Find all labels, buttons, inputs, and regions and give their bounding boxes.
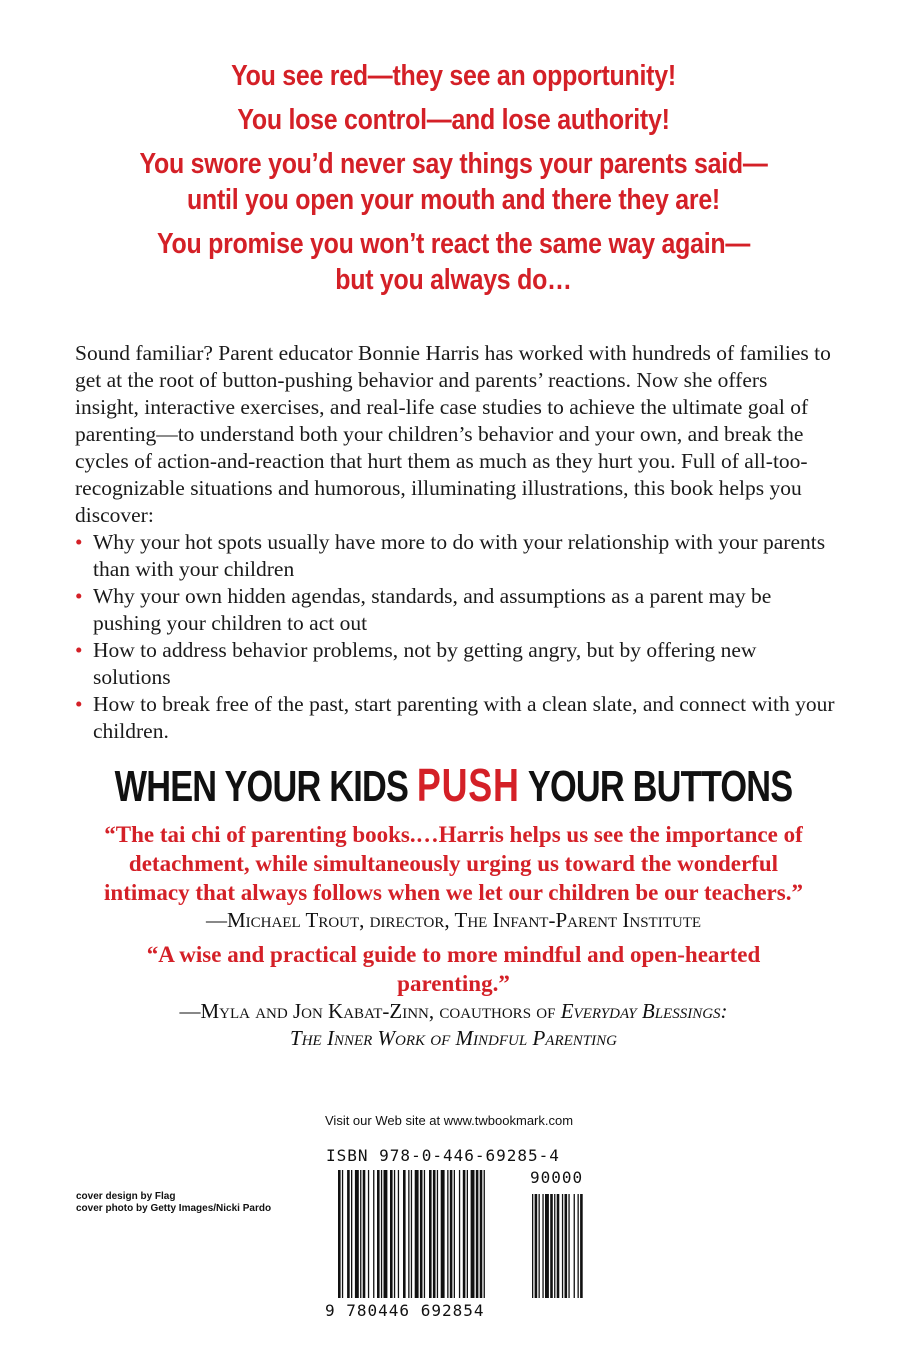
barcode-bar bbox=[368, 1170, 369, 1298]
barcode-bar bbox=[450, 1170, 453, 1298]
barcode-addon-bar bbox=[545, 1194, 549, 1298]
barcode-bar bbox=[447, 1170, 448, 1298]
list-item: • Why your own hidden agendas, standards, and assumptions as a parent may be pushing your children to act out bbox=[75, 584, 772, 635]
barcode-bar bbox=[394, 1170, 395, 1298]
isbn-text: ISBN 978-0-446-69285-4 bbox=[326, 1146, 560, 1165]
endorsement-quote-1: “The tai chi of parenting books.…Harris helps us see the importance of detachment, while simultaneously urging us toward the wonderful intimacy that always follows when we let our children be our teachers.” —Michael Trout, director, The Infant-Parent Institute bbox=[0, 820, 907, 934]
barcode-addon-bar bbox=[578, 1194, 579, 1298]
barcode-bar bbox=[429, 1170, 432, 1298]
hook-4: You promise you won’t react the same way again— but you always do… bbox=[156, 228, 751, 296]
barcode-bar bbox=[342, 1170, 343, 1298]
description-paragraph: Sound familiar? Parent educator Bonnie Harris has worked with hundreds of families to get at the root of button-pushing behavior and parents’ reactions. Now she offers insight, interactive exercises, and real-life case studies to achieve the ultimate goal of parenting—to understand both your children’s behavior and your own, and break the cycles of action-and-reaction that hurt them as much as they hurt you. Full of all-too-recognizable situations and humorous, illuminating illustrations, this book helps you discover: bbox=[75, 341, 831, 527]
barcode-bar bbox=[377, 1170, 380, 1298]
barcode-bar bbox=[415, 1170, 419, 1298]
quote-attribution: —Myla and Jon Kabat-Zinn, coauthors of Everyday Blessings: bbox=[179, 999, 728, 1023]
barcode-bar bbox=[338, 1170, 341, 1298]
bullet-icon: • bbox=[75, 638, 83, 662]
bullet-icon: • bbox=[75, 692, 83, 716]
list-item: • How to address behavior problems, not by getting angry, but by offering new solutions bbox=[75, 638, 757, 689]
barcode-bar bbox=[363, 1170, 366, 1298]
barcode-bar bbox=[411, 1170, 412, 1298]
barcode-addon-bar bbox=[550, 1194, 553, 1298]
barcode-bar bbox=[467, 1170, 468, 1298]
barcode-bar bbox=[471, 1170, 475, 1298]
list-item: • How to break free of the past, start parenting with a clean slate, and connect with your children. bbox=[75, 692, 835, 743]
barcode-digits: 9 780446 692854 bbox=[325, 1301, 485, 1320]
barcode bbox=[336, 1170, 586, 1310]
title-highlight: PUSH bbox=[416, 759, 520, 811]
description-block bbox=[75, 340, 835, 745]
quote-book-title: The Inner Work of Mindful Parenting bbox=[290, 1026, 617, 1050]
price-code: 90000 bbox=[530, 1168, 584, 1187]
barcode-addon-bar bbox=[539, 1194, 540, 1298]
barcode-addon-bar bbox=[542, 1194, 543, 1298]
barcode-bar bbox=[476, 1170, 479, 1298]
hook-3: You swore you’d never say things your parents said— until you open your mouth and there they are! bbox=[139, 148, 768, 216]
barcode-bar bbox=[355, 1170, 359, 1298]
barcode-addon-bar bbox=[557, 1194, 560, 1298]
barcode-bar bbox=[347, 1170, 350, 1298]
barcode-bar bbox=[420, 1170, 423, 1298]
barcode-bar bbox=[437, 1170, 438, 1298]
hook-1: You see red—they see an opportunity! bbox=[231, 60, 676, 92]
barcode-bar bbox=[398, 1170, 399, 1298]
barcode-bar bbox=[463, 1170, 466, 1298]
barcode-bar bbox=[454, 1170, 455, 1298]
benefit-list bbox=[75, 529, 835, 745]
barcode-bar bbox=[459, 1170, 460, 1298]
barcode-bar bbox=[403, 1170, 406, 1298]
hook-lines bbox=[63, 58, 843, 306]
barcode-bar bbox=[484, 1170, 485, 1298]
bullet-icon: • bbox=[75, 530, 83, 554]
barcode-bar bbox=[408, 1170, 409, 1298]
barcode-addon-bar bbox=[535, 1194, 538, 1298]
barcode-bar bbox=[384, 1170, 388, 1298]
hook-2: You lose control—and lose authority! bbox=[237, 104, 670, 136]
barcode-addon-bar bbox=[562, 1194, 563, 1298]
barcode-bar bbox=[424, 1170, 425, 1298]
barcode-bar bbox=[480, 1170, 483, 1298]
barcode-addon-bar bbox=[565, 1194, 568, 1298]
barcode-bar bbox=[390, 1170, 393, 1298]
barcode-addon-bar bbox=[554, 1194, 555, 1298]
barcode-addon-bar bbox=[574, 1194, 575, 1298]
barcode-bar bbox=[373, 1170, 374, 1298]
barcode-bar bbox=[351, 1170, 352, 1298]
barcode-bar bbox=[433, 1170, 436, 1298]
quote-attribution: —Michael Trout, director, The Infant-Parent Institute bbox=[205, 908, 702, 932]
barcode-bar bbox=[360, 1170, 361, 1298]
barcode-bar bbox=[441, 1170, 445, 1298]
list-item: • Why your hot spots usually have more to do with your relationship with your parents than with your children bbox=[75, 530, 826, 581]
barcode-bar bbox=[381, 1170, 382, 1298]
barcode-addon-bar bbox=[532, 1194, 533, 1298]
endorsement-quote-2: “A wise and practical guide to more mindful and open-hearted parenting.” —Myla and Jon Kabat-Zinn, coauthors of Everyday Blessings: The Inner Work of Mindful Parenting bbox=[0, 940, 907, 1052]
barcode-addon-bar bbox=[568, 1194, 569, 1298]
book-title: WHEN YOUR KIDS PUSH YOUR BUTTONS bbox=[114, 759, 793, 811]
bullet-icon: • bbox=[75, 584, 83, 608]
website-line: Visit our Web site at www.twbookmark.com bbox=[325, 1113, 574, 1128]
barcode-addon-bar bbox=[580, 1194, 583, 1298]
cover-credits: cover design by Flag cover photo by Getty Images/Nicki Pardo bbox=[76, 1191, 272, 1214]
